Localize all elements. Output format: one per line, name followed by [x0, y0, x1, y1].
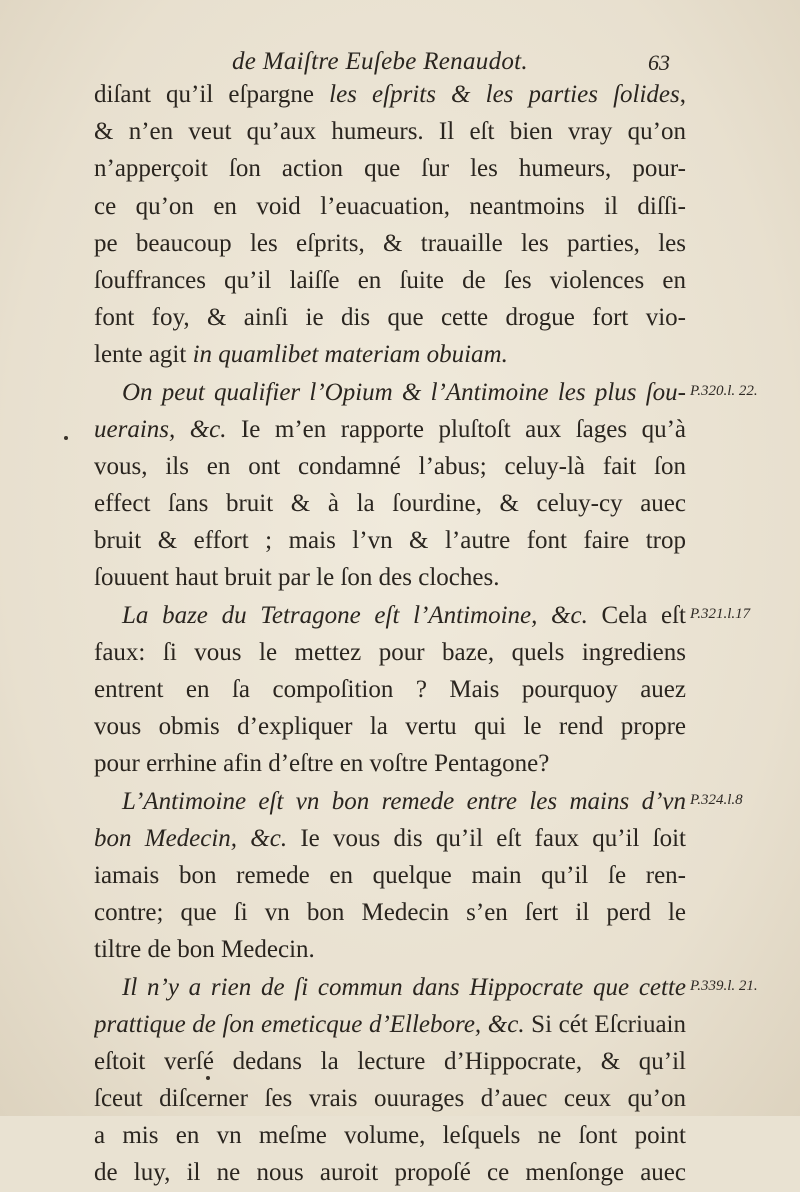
text-line	[94, 448, 686, 485]
text-line	[94, 894, 686, 931]
text-line	[94, 597, 686, 634]
text-run: bruit & effort ; mais l’vn & l’autre font faire trop	[94, 527, 686, 555]
text-line	[94, 411, 686, 448]
text-run: de luy, il ne nous auroit propoſé ce menſonge auec	[94, 1159, 686, 1187]
text-run: font foy, & ainſi ie dis que cette drogue fort vio-	[94, 304, 686, 332]
italic-quote: Il n’y a rien de ſi commun dans Hippocrate que cette	[122, 973, 686, 1001]
text-run: vous, ils en ont condamné l’abus; celuy-là fait ſon	[94, 452, 686, 480]
text-line	[94, 76, 686, 113]
text-run: pe beaucoup les eſprits, & trauaille les parties, les	[94, 229, 686, 257]
text-line	[94, 1043, 686, 1080]
marginal-note: P.339.l. 21.	[690, 977, 758, 994]
text-line	[94, 671, 686, 708]
italic-quote: L’Antimoine eſt vn bon remede entre les mains d’vn	[122, 787, 686, 815]
text-run: Ie m’en rapporte pluſtoſt aux ſages qu’à	[226, 415, 686, 443]
text-run: diſant qu’il eſpargne	[94, 81, 330, 108]
text-run: pour errhine afin d’eſtre en voſtre Pentagone?	[94, 750, 550, 778]
text-run: entrent en ſa compoſition ? Mais pourquoy auez	[94, 676, 686, 703]
marginal-note: P.320.l. 22.	[690, 382, 758, 399]
text-run: vous obmis d’expliquer la vertu qui le rend propre	[94, 713, 686, 741]
text-line	[94, 857, 686, 894]
text-line	[94, 559, 686, 596]
text-line	[94, 931, 686, 968]
text-line	[94, 1117, 686, 1154]
italic-quote: prattique de ſon emeticque d’Ellebore, &c.	[94, 1010, 525, 1038]
italic-quote: in quamlibet materiam obuiam.	[192, 341, 508, 369]
italic-quote: uerains, &c.	[94, 415, 227, 443]
text-run: Si cét Eſcriuain	[524, 1010, 686, 1038]
text-line	[94, 745, 686, 782]
text-line	[94, 1080, 686, 1117]
text-line	[94, 820, 686, 857]
text-run: ſouuent haut bruit par le ſon des cloches.	[94, 564, 500, 592]
text-line	[94, 969, 686, 1006]
text-run: contre; que ſi vn bon Medecin s’en ſert il perd le	[94, 899, 686, 927]
ink-speck	[64, 436, 68, 440]
text-run: iamais bon remede en quelque main qu’il ſe ren-	[94, 861, 686, 889]
text-run: a mis en vn meſme volume, leſquels ne ſont point	[94, 1122, 686, 1150]
italic-quote: bon Medecin, &c.	[94, 824, 288, 852]
text-line	[94, 708, 686, 745]
text-run: Cela eſt	[587, 601, 686, 629]
text-line	[94, 299, 686, 336]
italic-quote: La baze du Tetragone eſt l’Antimoine, &c.	[122, 601, 588, 629]
text-line	[94, 522, 686, 559]
italic-quote: On peut qualifier l’Opium & l’Antimoine les plus ſou-	[122, 378, 686, 406]
text-run: n’apperçoit ſon action que ſur les humeurs, pour-	[94, 155, 686, 183]
text-run: tiltre de bon Medecin.	[94, 936, 315, 964]
text-line	[94, 336, 686, 373]
text-line	[94, 1006, 686, 1043]
text-line	[94, 374, 686, 411]
marginal-note: P.324.l.8	[690, 791, 743, 808]
running-head: de Maiſtre Euſebe Renaudot.	[232, 48, 528, 75]
text-run: ſceut diſcerner ſes vrais ouurages d’auec ceux qu’on	[94, 1085, 686, 1113]
text-line	[94, 634, 686, 671]
text-line	[94, 113, 686, 150]
text-run: lente agit	[94, 341, 193, 369]
text-run: faux: ſi vous le mettez pour baze, quels ingrediens	[94, 638, 686, 666]
text-run: ſouffrances qu’il laiſſe en ſuite de ſes violences en	[94, 266, 686, 294]
text-run: eſtoit verſé dedans la lecture d’Hippocrate, & qu’il	[94, 1047, 686, 1075]
body-text	[94, 76, 686, 1192]
ink-speck	[206, 1076, 210, 1080]
page-number: 63	[648, 50, 670, 75]
text-run: ce qu’on en void l’euacuation, neantmoins il diſſi-	[94, 192, 686, 220]
text-run: effect ſans bruit & à la ſourdine, & celuy-cy auec	[94, 490, 686, 518]
text-line	[94, 783, 686, 820]
text-line	[94, 1154, 686, 1191]
text-line	[94, 225, 686, 262]
italic-quote: les eſprits & les parties ſolides	[329, 81, 680, 108]
text-line	[94, 188, 686, 225]
text-run: & n’en veut qu’aux humeurs. Il eſt bien vray qu’on	[94, 118, 686, 146]
text-line	[94, 150, 686, 187]
marginal-note: P.321.l.17	[690, 605, 751, 622]
text-line	[94, 262, 686, 299]
text-line	[94, 485, 686, 522]
text-run: ,	[679, 81, 686, 108]
text-run: Ie vous dis qu’il eſt faux qu’il ſoit	[287, 824, 686, 852]
